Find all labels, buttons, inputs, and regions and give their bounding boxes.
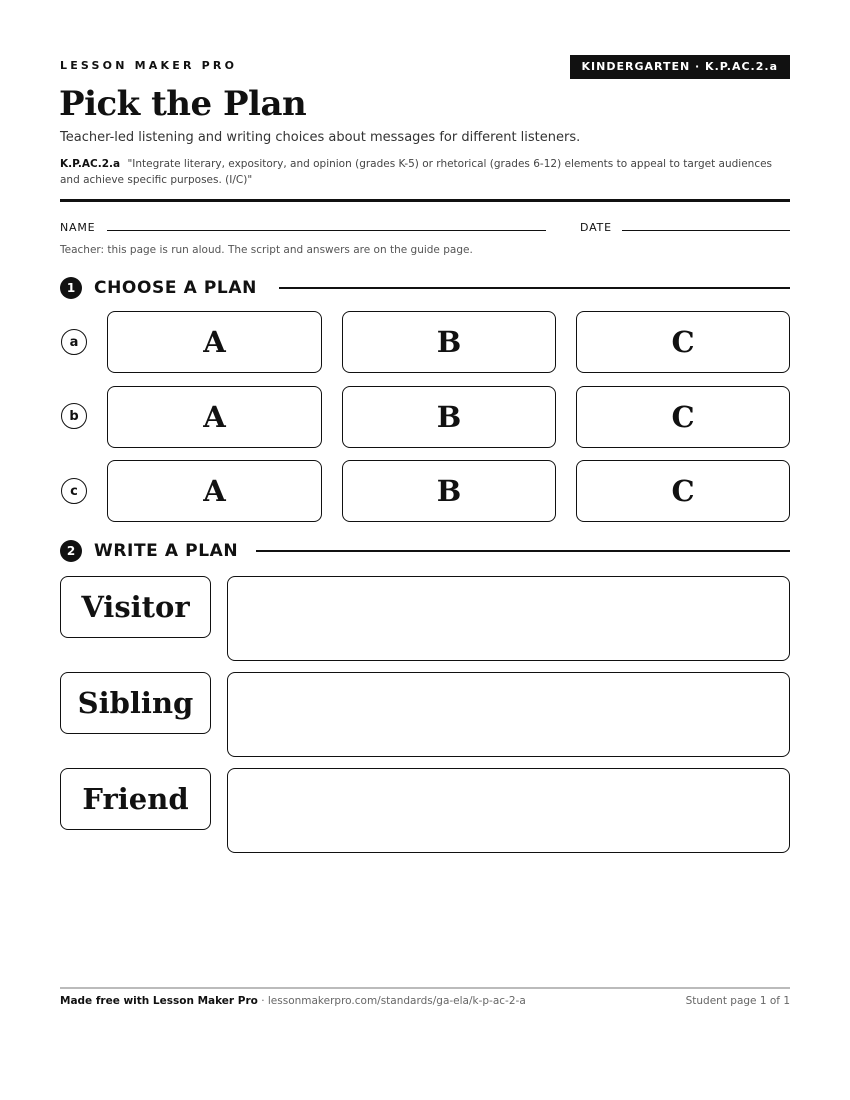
write-box-friend[interactable] <box>227 768 790 853</box>
name-label: NAME <box>60 221 96 234</box>
date-field[interactable] <box>622 230 790 231</box>
write-box-visitor[interactable] <box>227 576 790 661</box>
footer-divider <box>60 987 790 989</box>
section-title: WRITE A PLAN <box>94 541 239 561</box>
page-title: Pick the Plan <box>59 84 307 124</box>
footer-url[interactable]: · lessonmakerpro.com/standards/ga-ela/k-p-ac-2-a <box>257 995 526 1007</box>
choice-c-option-a[interactable]: A <box>107 460 322 522</box>
choice-a-option-a[interactable]: A <box>107 311 322 373</box>
audience-label-friend: Friend <box>60 768 211 830</box>
row-letter-c: c <box>61 478 87 504</box>
section-write-plan-heading <box>60 539 238 563</box>
write-box-sibling[interactable] <box>227 672 790 757</box>
standard-code: K.P.AC.2.a <box>60 158 121 170</box>
header-divider <box>60 199 790 202</box>
section-choose-plan-heading <box>60 276 257 300</box>
row-letter-b: b <box>61 403 87 429</box>
section-number-badge: 1 <box>60 277 82 299</box>
choice-c-option-c[interactable]: C <box>576 460 790 522</box>
row-letter-a: a <box>61 329 87 355</box>
choice-a-option-b[interactable]: B <box>342 311 556 373</box>
choice-a-option-c[interactable]: C <box>576 311 790 373</box>
date-label: DATE <box>580 221 612 234</box>
brand-name: LESSON MAKER PRO <box>60 59 238 72</box>
footer-page-label: Student page 1 of 1 <box>685 995 790 1007</box>
standard-description <box>60 156 780 188</box>
teacher-note: Teacher: this page is run aloud. The script and answers are on the guide page. <box>60 244 473 256</box>
choice-b-option-a[interactable]: A <box>107 386 322 448</box>
section-divider <box>256 550 790 552</box>
page-subtitle: Teacher-led listening and writing choices about messages for different listeners. <box>60 130 581 145</box>
grade-badge: KINDERGARTEN · K.P.AC.2.a <box>570 55 790 79</box>
audience-label-visitor: Visitor <box>60 576 211 638</box>
name-field[interactable] <box>107 230 546 231</box>
section-number-badge: 2 <box>60 540 82 562</box>
section-title: CHOOSE A PLAN <box>94 278 257 298</box>
footer-credit <box>60 995 526 1007</box>
choice-b-option-b[interactable]: B <box>342 386 556 448</box>
section-divider <box>279 287 790 289</box>
choice-c-option-b[interactable]: B <box>342 460 556 522</box>
footer-made-with: Made free with Lesson Maker Pro <box>60 995 258 1007</box>
choice-b-option-c[interactable]: C <box>576 386 790 448</box>
standard-text: "Integrate literary, expository, and opinion (grades K-5) or rhetorical (grades 6-12) elements to appeal to target audiences and achieve specific purposes. (I/C)" <box>60 158 773 186</box>
audience-label-sibling: Sibling <box>60 672 211 734</box>
